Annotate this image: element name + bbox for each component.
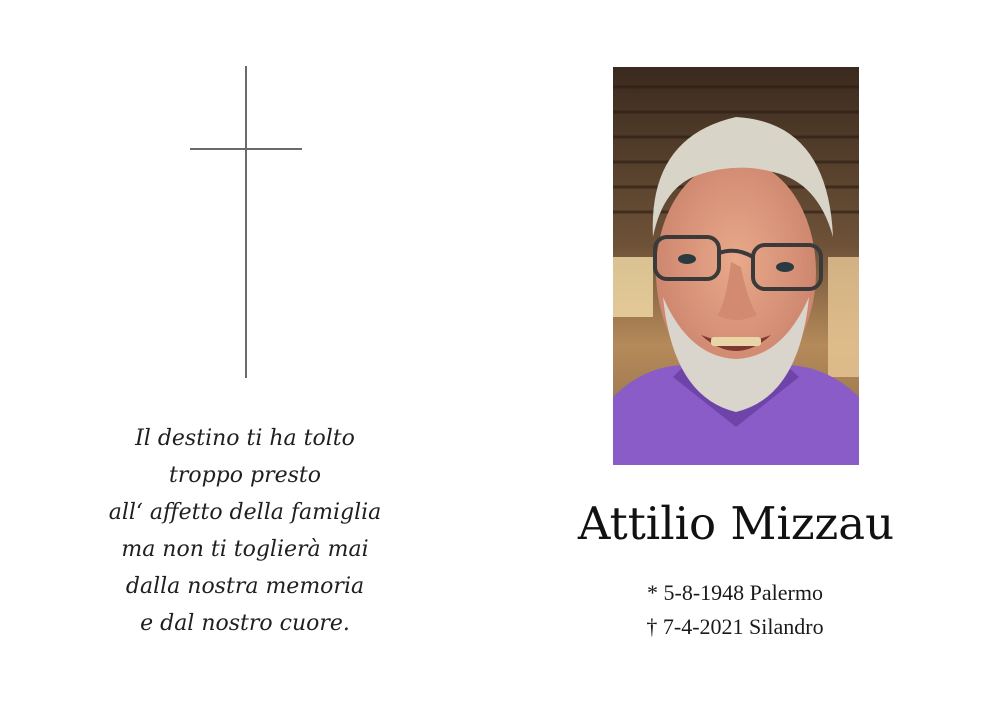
life-dates [600, 576, 870, 644]
birth-date: * 5-8-1948 Palermo [647, 580, 823, 605]
death-date: † 7-4-2021 Silandro [646, 614, 824, 639]
memorial-verse [90, 420, 400, 642]
verse-line: Il destino ti ha tolto [135, 426, 355, 451]
cross-icon [190, 66, 302, 380]
verse-line: e dal nostro cuore. [140, 611, 350, 636]
cross-horizontal-bar [190, 148, 302, 150]
portrait-photo [613, 67, 859, 465]
verse-line: dalla nostra memoria [125, 574, 365, 599]
deceased-name: Attilio Mizzau [577, 497, 895, 550]
verse-line: all‘ affetto della famiglia [108, 500, 382, 525]
verse-line: troppo presto [168, 463, 321, 488]
cross-vertical-bar [245, 66, 247, 378]
verse-line: ma non ti toglierà mai [121, 537, 369, 562]
